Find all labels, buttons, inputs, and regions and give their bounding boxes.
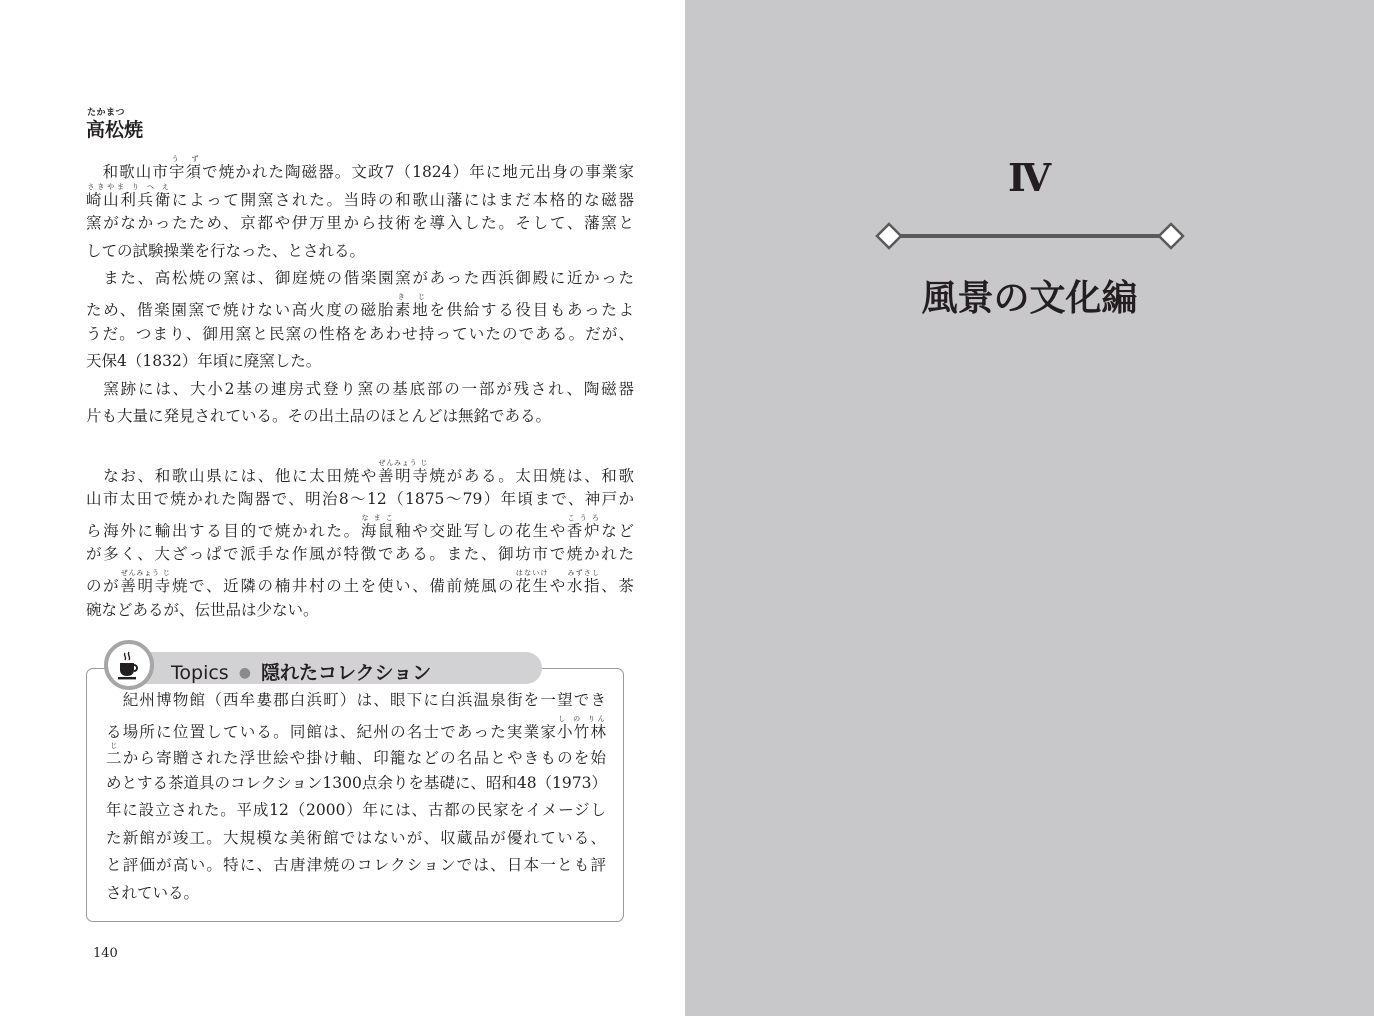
left-page <box>0 0 685 1016</box>
ruby-annotation: ぜんみょう じ <box>378 458 428 467</box>
body-line <box>86 265 634 293</box>
ornament-diamond-right <box>1159 224 1183 248</box>
body-line <box>86 486 634 514</box>
body-line <box>86 321 634 349</box>
ruby-base: 二 <box>106 749 123 767</box>
ruby-annotation: はないけ <box>515 568 548 577</box>
text-run: のが <box>86 576 121 595</box>
ruby-text <box>106 742 123 767</box>
ruby-base: 香炉 <box>566 521 602 540</box>
text-run: た新館が竣工。大規模な美術館ではないが、収蔵品が優れている、 <box>106 828 606 847</box>
text-run: ら海外に輸出する目的で焼かれた。 <box>86 521 361 540</box>
ruby-text <box>378 458 430 485</box>
chapter-number: Ⅳ <box>1007 155 1052 200</box>
text-run: なお、和歌山県には、他に太田焼や <box>86 466 378 485</box>
body-line <box>86 514 634 542</box>
topics-line <box>106 825 606 853</box>
ruby-annotation: な ま こ <box>360 513 394 522</box>
body-line <box>86 459 634 487</box>
ruby-base: 水指 <box>566 576 602 595</box>
text-run: 焼がある。太田焼は、和歌 <box>429 466 634 485</box>
ruby-text <box>168 155 203 181</box>
text-run: 釉や交趾写しの花生や <box>395 521 567 540</box>
body-line <box>86 541 634 569</box>
ruby-annotation: う ず <box>168 155 202 163</box>
ruby-text <box>120 568 172 595</box>
chapter-ornament <box>873 220 1187 252</box>
text-run: や <box>549 576 567 595</box>
text-run: 片も大量に発見されている。その出土品のほとんどは無銘である。 <box>86 407 552 426</box>
topics-line <box>106 852 606 880</box>
ruby-base: 宇須 <box>168 163 203 181</box>
text-run: で焼かれた陶磁器。文政7（1824）年に地元出身の事業家 <box>202 163 634 181</box>
text-run: 山市太田で焼かれた陶器で、明治8～12（1875～79）年頃まで、神戸か <box>86 490 634 509</box>
topics-line <box>106 742 606 770</box>
text-run: 和歌山市 <box>86 163 169 181</box>
body-line <box>86 569 634 597</box>
text-run: しての試験操業を行なった、とされる。 <box>86 241 366 260</box>
text-run: 窯がなかったため、京都や伊万里から技術を導入した。そして、藩窯と <box>86 214 634 233</box>
text-run: など <box>601 521 634 540</box>
topics-label <box>171 658 431 685</box>
ruby-annotation: こ う ろ <box>566 513 600 522</box>
body-line <box>86 348 634 376</box>
text-run: 、茶 <box>601 576 634 595</box>
ornament-diamond-left <box>877 224 901 248</box>
body-line <box>86 238 634 266</box>
body-line <box>86 210 634 238</box>
text-run: る場所に位置している。同館は、紀州の名士であった実業家 <box>106 722 558 741</box>
body-line <box>86 155 634 183</box>
ruby-base: 素地 <box>395 300 430 319</box>
ruby-base: 海鼠 <box>360 521 396 540</box>
section-title: 高松焼 <box>86 119 144 141</box>
ruby-text <box>566 568 602 595</box>
ruby-annotation: じ <box>106 742 122 750</box>
ruby-text <box>566 513 602 540</box>
topics-label-text: Topics <box>171 662 229 684</box>
topics-box <box>86 640 626 922</box>
ruby-annotation: さきやま り へ え <box>86 182 171 191</box>
text-run: を供給する役目もあったよ <box>429 300 634 319</box>
text-run: 天保4（1832）年頃に廃窯した。 <box>86 352 322 371</box>
ruby-annotation: し の りん <box>557 714 606 723</box>
text-run: されている。 <box>106 883 200 902</box>
ruby-annotation: ぜんみょう じ <box>120 568 171 577</box>
text-run: 碗などあるが、伝世品は少ない。 <box>86 600 319 619</box>
text-run: から寄贈された浮世絵や掛け軸、印籠などの名品とやきものを始 <box>122 749 606 767</box>
text-run: ため、偕楽園窯で焼けない高火度の磁胎 <box>86 300 396 319</box>
topics-line <box>106 715 606 743</box>
ruby-base: 善明寺 <box>120 576 172 595</box>
text-run: によって開窯された。当時の和歌山藩にはまだ本格的な磁器 <box>171 190 634 209</box>
text-run: 窯跡には、大小2基の連房式登り窯の基底部の一部が残され、陶磁器 <box>86 379 634 398</box>
topics-text <box>106 687 606 907</box>
ruby-text <box>515 568 550 595</box>
ruby-text <box>557 714 606 741</box>
ruby-annotation: みずさし <box>566 568 600 577</box>
topics-line <box>106 770 606 798</box>
right-page <box>685 0 1374 1016</box>
text-run: 紀州博物館（西牟婁郡白浜町）は、眼下に白浜温泉街を一望でき <box>106 691 606 709</box>
ruby-base: 善明寺 <box>378 466 430 485</box>
topics-line <box>106 687 606 715</box>
text-run: が多く、大ざっぱで派手な作風が特徴である。また、御坊市で焼かれた <box>86 545 634 564</box>
ruby-base: 崎山利兵衛 <box>86 190 172 209</box>
text-run: うだ。つまり、御用窯と民窯の性格をあわせ持っていたのである。だが、 <box>86 324 634 343</box>
body-line <box>86 403 634 431</box>
ruby-text <box>360 513 396 540</box>
topics-heading: 隠れたコレクション <box>261 662 432 684</box>
coffee-cup-icon <box>104 640 154 690</box>
body-line <box>86 376 634 404</box>
ruby-text <box>86 182 172 209</box>
ruby-base: 花生 <box>515 576 550 595</box>
text-run: めとする茶道具のコレクション1300点余りを基礎に、昭和48（1973） <box>106 773 607 792</box>
body-text <box>86 155 634 624</box>
body-line <box>86 431 634 459</box>
body-line <box>86 293 634 321</box>
ruby-text <box>395 292 430 319</box>
page-number: 140 <box>93 946 118 961</box>
topics-line <box>106 797 606 825</box>
ruby-base: 小竹林 <box>557 722 606 741</box>
ruby-annotation: き じ <box>395 292 428 301</box>
text-run: また、高松焼の窯は、御庭焼の偕楽園窯があった西浜御殿に近かった <box>86 269 634 288</box>
body-line <box>86 597 634 625</box>
chapter-title: 風景の文化編 <box>921 278 1138 319</box>
section-title-ruby: たかまつ <box>87 108 126 118</box>
body-line <box>86 183 634 211</box>
text-run: 年に設立された。平成12（2000）年には、古都の民家をイメージし <box>106 801 606 819</box>
text-run: 焼で、近隣の楠井村の土を使い、備前焼風の <box>171 576 516 595</box>
text-run: と評価が高い。特に、古唐津焼のコレクションでは、日本一とも評 <box>106 856 606 874</box>
topics-line <box>106 880 606 908</box>
topics-separator: ● <box>238 665 251 681</box>
